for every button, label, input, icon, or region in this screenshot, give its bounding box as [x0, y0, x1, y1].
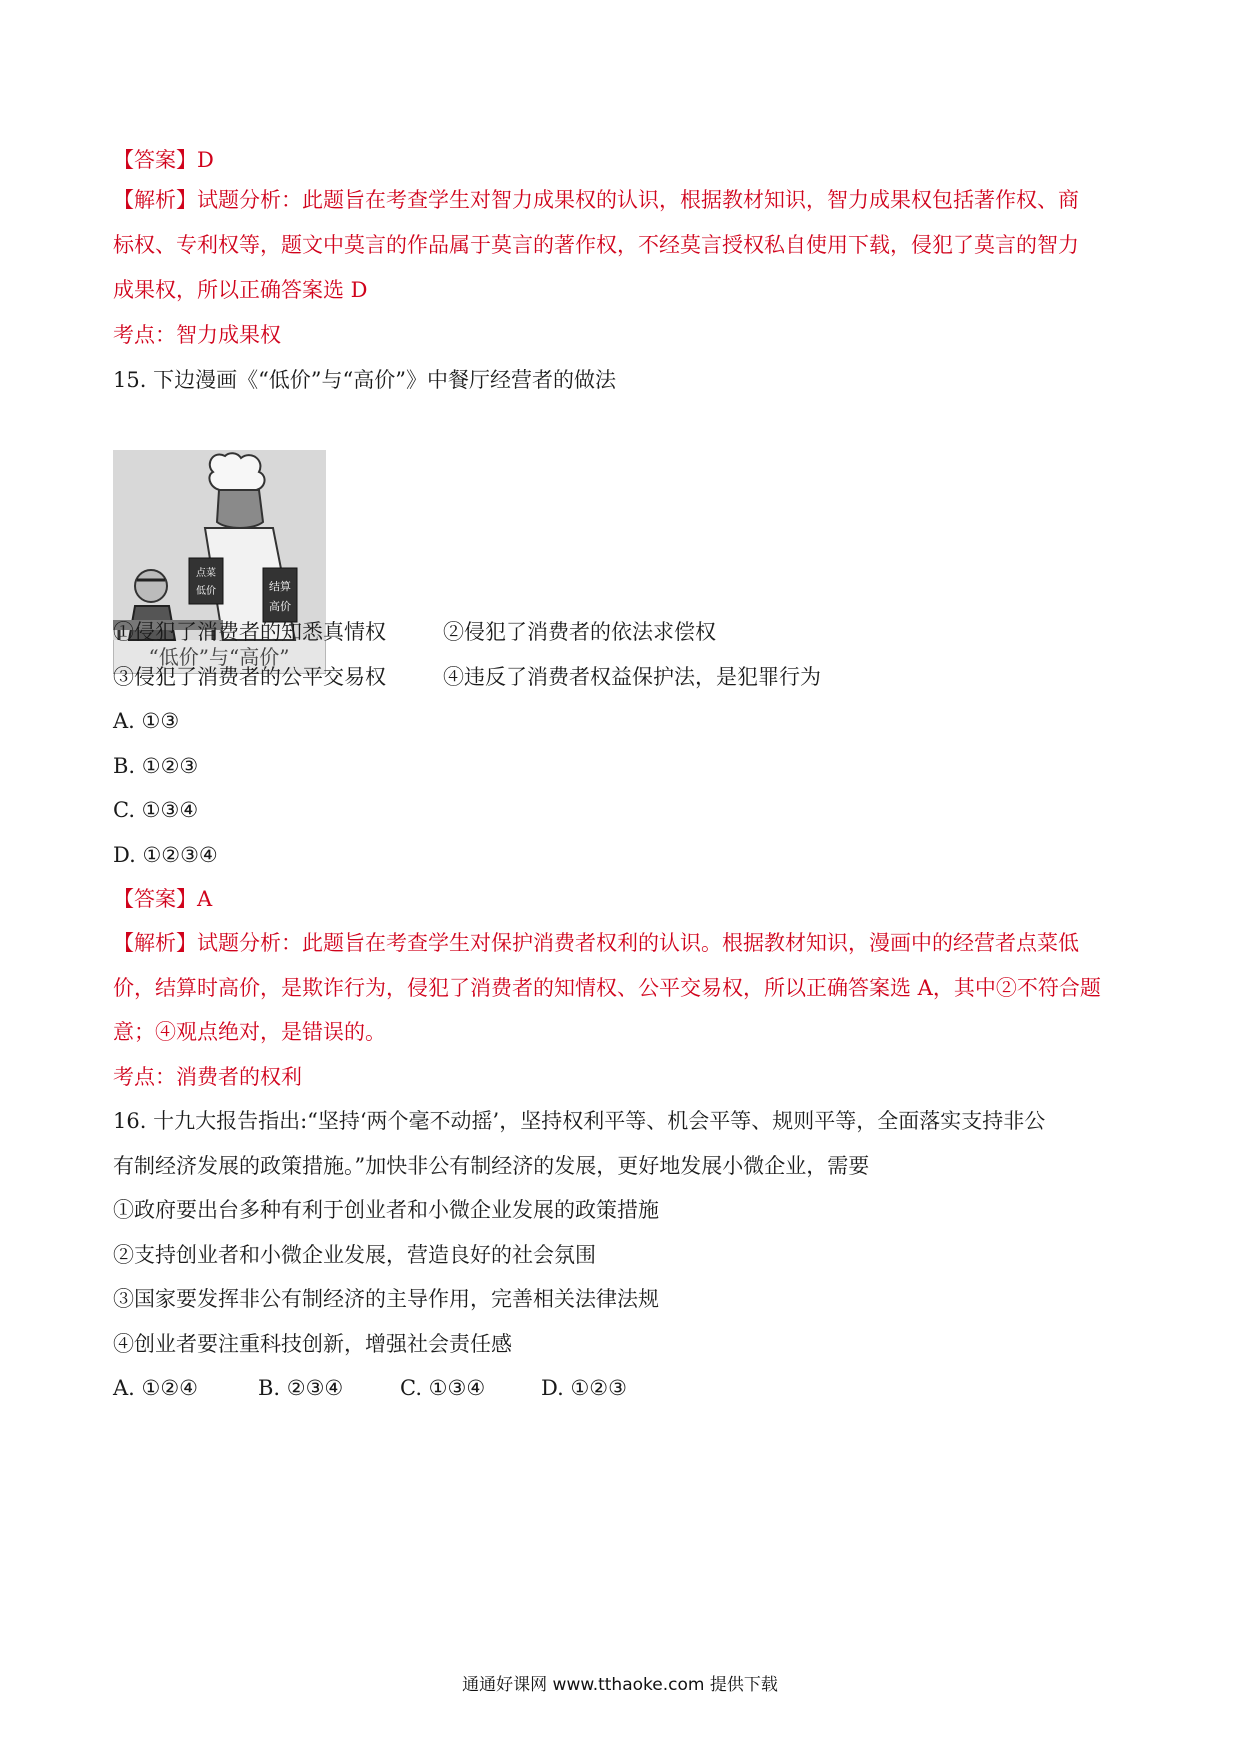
q15-statement-3: ③侵犯了消费者的公平交易权	[113, 665, 386, 689]
q15-option-c: C. ①③④	[113, 798, 199, 822]
comic-sign-left-bottom: 低价	[196, 586, 216, 597]
q16-statement-3: ③国家要发挥非公有制经济的主导作用，完善相关法律法规	[113, 1287, 659, 1311]
q14-analysis-line-1: 【解析】试题分析：此题旨在考查学生对智力成果权的认识，根据教材知识，智力成果权包括著作权、商	[113, 188, 1079, 212]
q16-stem-line-2: 有制经济发展的政策措施。”加快非公有制经济的发展，更好地发展小微企业，需要	[113, 1154, 870, 1178]
page-footer: 通通好课网 www.tthaoke.com 提供下载	[462, 1675, 778, 1695]
q16-statement-4: ④创业者要注重科技创新，增强社会责任感	[113, 1332, 512, 1356]
comic-sign-right-top: 结算	[269, 580, 291, 593]
q16-option-b: B. ②③④	[258, 1376, 344, 1400]
q15-statement-4: ④违反了消费者权益保护法，是犯罪行为	[443, 665, 821, 689]
q14-point: 考点：智力成果权	[113, 323, 281, 347]
q14-analysis-line-3: 成果权，所以正确答案选 D	[113, 278, 368, 302]
q16-stem-line-1: 16. 十九大报告指出:“坚持‘两个毫不动摇’，坚持权利平等、机会平等、规则平等，全面落实支持非公	[113, 1109, 1046, 1133]
comic-caption: “低价”与“高价”	[148, 645, 290, 669]
q15-option-a: A. ①③	[113, 709, 180, 733]
q15-point: 考点：消费者的权利	[113, 1065, 302, 1089]
q15-statement-2: ②侵犯了消费者的依法求偿权	[443, 620, 716, 644]
q15-option-b: B. ①②③	[113, 754, 199, 778]
q15-analysis-line-2: 价，结算时高价，是欺诈行为，侵犯了消费者的知情权、公平交易权，所以正确答案选 A，其中②不符合题	[113, 976, 1101, 1000]
q15-answer: 【答案】A	[113, 887, 213, 911]
q16-statement-1: ①政府要出台多种有利于创业者和小微企业发展的政策措施	[113, 1198, 659, 1222]
q16-option-d: D. ①②③	[541, 1376, 627, 1400]
comic-sign-right-bottom: 高价	[269, 600, 291, 613]
q15-analysis-line-1: 【解析】试题分析：此题旨在考查学生对保护消费者权利的认识。根据教材知识，漫画中的经营者点菜低	[113, 931, 1079, 955]
q15-statement-1: ①侵犯了消费者的知悉真情权	[113, 620, 386, 644]
q14-analysis-line-2: 标权、专利权等，题文中莫言的作品属于莫言的著作权，不经莫言授权私自使用下载，侵犯了莫言的智力	[113, 233, 1079, 257]
q16-option-c: C. ①③④	[400, 1376, 486, 1400]
q14-answer: 【答案】D	[113, 148, 214, 172]
q15-analysis-line-3: 意；④观点绝对，是错误的。	[113, 1020, 386, 1044]
q15-stem: 15. 下边漫画《“低价”与“高价”》中餐厅经营者的做法	[113, 368, 617, 392]
comic-sign-left-top: 点菜	[196, 568, 216, 579]
q15-option-d: D. ①②③④	[113, 843, 218, 867]
q16-option-a: A. ①②④	[113, 1376, 198, 1400]
q16-statement-2: ②支持创业者和小微企业发展，营造良好的社会氛围	[113, 1243, 596, 1267]
